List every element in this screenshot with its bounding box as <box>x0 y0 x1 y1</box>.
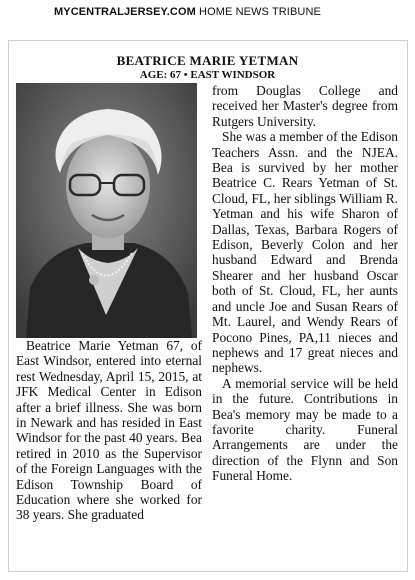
obituary-paragraph: Beatrice Marie Yetman 67, of East Windsor, entered into eternal rest Wednesday, April 15, 2015, at JFK Medical Center in Edison after a brief illness. She was born in Newark and has resided in East Windsor for the past 40 years. Bea retired in 2010 as the Supervisor of the Foreign Languages with the Edison Township Board of Education where she worked for 38 years. She graduated <box>16 338 202 523</box>
obituary-paragraph: She was a member of the Edison Teachers Assn. and the NJEA. Bea is survived by her mother Beatrice C. Rears Yetman of St. Cloud, FL, her siblings William R. Yetman and his wife Sharon of Dallas, Texas, Barbara Rogers of Edison, Beverly Colon and her husband Edward and Brenda Shearer and her husband Oscar both of St. Cloud, FL, her aunts and uncle Joe and Susan Rears of Mt. Laurel, and Wendy Rears of Pocono Pines, PA,11 nieces and nephews and 17 great nieces and nephews. <box>212 129 398 376</box>
obituary-paragraph: from Douglas College and received her Master's degree from Rutgers University. <box>212 83 398 129</box>
obituary-paragraph: A memorial service will be held in the future. Contributions in Bea's memory may be made to a favorite charity. Funeral Arrangements are under the direction of the Flynn and Son Funeral Home. <box>212 375 398 484</box>
site-name: MYCENTRALJERSEY.COM <box>54 6 196 18</box>
paper-name: HOME NEWS TRIBUNE <box>199 6 321 18</box>
portrait-illustration <box>16 83 197 338</box>
obituary-name: BEATRICE MARIE YETMAN <box>116 53 299 68</box>
portrait-photo <box>16 83 197 338</box>
masthead <box>54 6 321 18</box>
obituary-subhead: AGE: 67 • EAST WINDSOR <box>139 69 276 81</box>
obituary-column-left <box>16 338 202 523</box>
obituary-column-right <box>212 83 398 484</box>
